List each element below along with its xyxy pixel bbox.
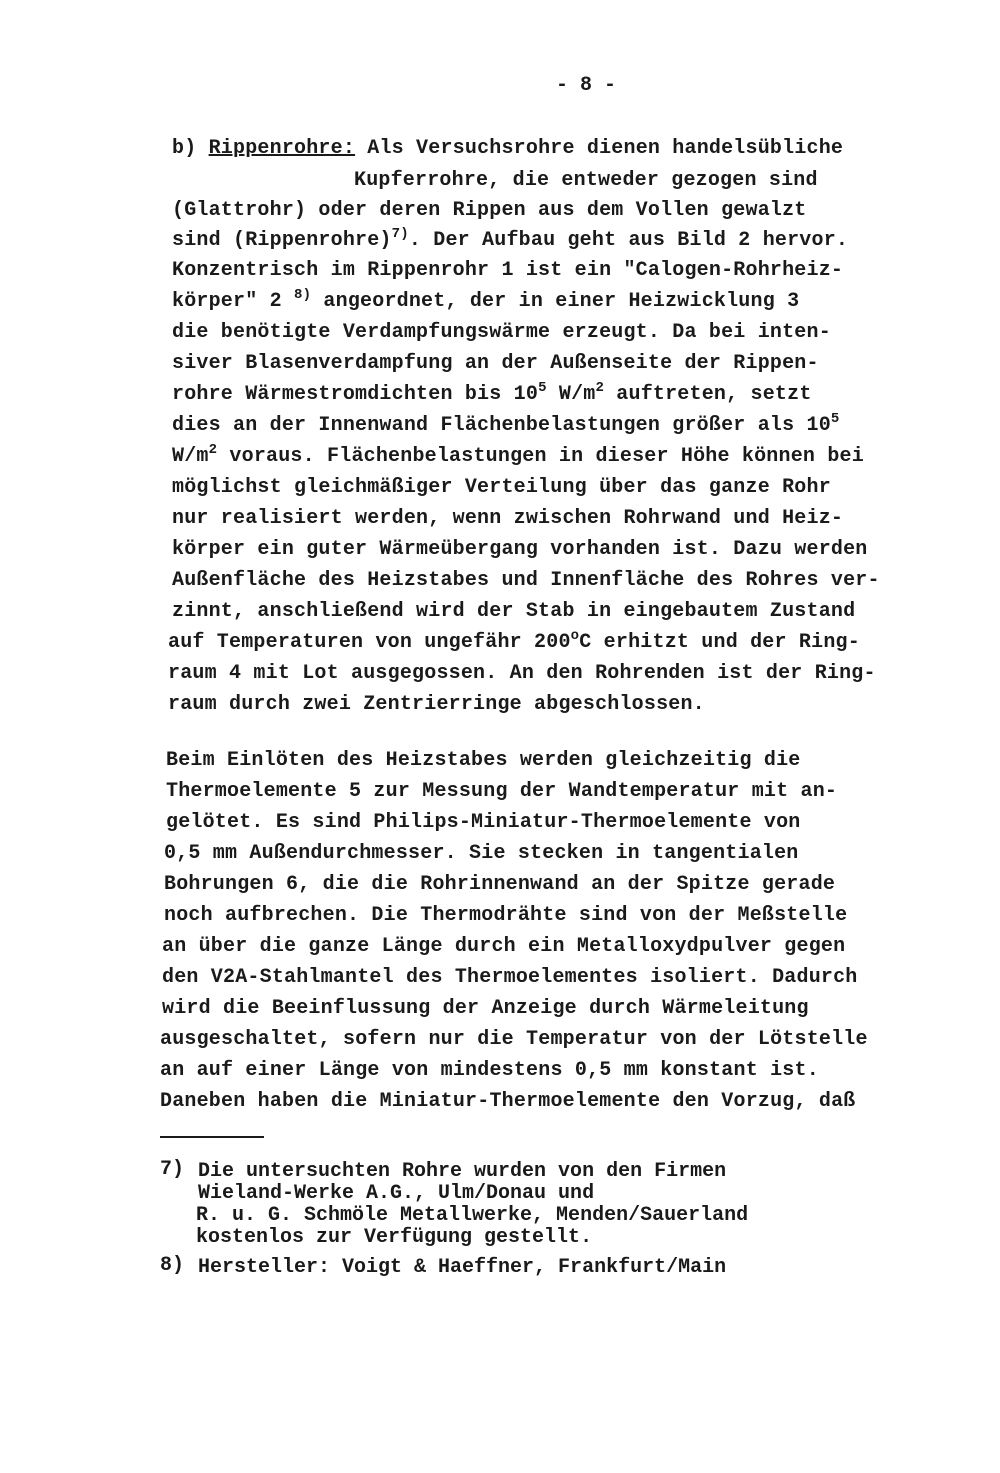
section-b-line-7: die benötigte Verdampfungswärme erzeugt. Da bei inten- — [172, 321, 831, 344]
paragraph-2-line: noch aufbrechen. Die Thermodrähte sind von der Meßstelle — [164, 904, 848, 927]
section-b-line-4 — [172, 226, 849, 252]
paragraph-2-line: Daneben haben die Miniatur-Thermoelemente den Vorzug, daß — [160, 1090, 856, 1113]
text-span: C erhitzt und der Ring- — [579, 631, 860, 654]
text-span: . Der Aufbau geht aus Bild 2 hervor. — [408, 229, 849, 252]
exponent: 5 — [830, 411, 840, 427]
paragraph-2-line: an über die ganze Länge durch ein Metalloxydpulver gegen — [162, 935, 846, 958]
section-b-line-17 — [168, 628, 860, 654]
section-b-line-15: Außenfläche des Heizstabes und Innenfläche des Rohres ver- — [172, 569, 880, 592]
section-b-line-5: Konzentrisch im Rippenrohr 1 ist ein "Calogen-Rohrheiz- — [172, 259, 844, 282]
section-b-line-2: Kupferrohre, die entweder gezogen sind — [354, 169, 818, 192]
text-span: auf Temperaturen von ungefähr 200 — [168, 631, 571, 654]
paragraph-2-line: ausgeschaltet, sofern nur die Temperatur von der Lötstelle — [160, 1028, 868, 1051]
footnote-8-marker: 8) — [160, 1254, 185, 1277]
footnote-ref: 7) — [391, 226, 409, 242]
section-b-line-6 — [172, 287, 800, 313]
degree-sign: o — [570, 628, 580, 644]
footnote-7-line: kostenlos zur Verfügung gestellt. — [196, 1226, 593, 1249]
section-b-line-9 — [172, 380, 812, 406]
paragraph-2-line: 0,5 mm Außendurchmesser. Sie stecken in tangentialen — [164, 842, 799, 865]
footnote-7-line: Die untersuchten Rohre wurden von den Firmen — [198, 1160, 727, 1183]
text-span: rohre Wärmestromdichten bis 10 — [172, 383, 539, 406]
section-b-line-14: körper ein guter Wärmeübergang vorhanden ist. Dazu werden — [172, 538, 868, 561]
section-b-line-1 — [172, 138, 843, 160]
paragraph-2-line: wird die Beeinflussung der Anzeige durch Wärmeleitung — [162, 997, 809, 1020]
exponent: 5 — [538, 380, 547, 396]
paragraph-2-line: Beim Einlöten des Heizstabes werden gleichzeitig die — [166, 749, 801, 772]
footnote-separator — [160, 1136, 264, 1138]
section-b-line-11 — [172, 442, 864, 468]
exponent: 2 — [208, 442, 218, 458]
paragraph-2-line: den V2A-Stahlmantel des Thermoelementes isoliert. Dadurch — [162, 966, 858, 989]
text-span: körper" 2 — [172, 290, 295, 313]
text-span: sind (Rippenrohre) — [172, 229, 392, 252]
text-span: W/m — [546, 383, 596, 406]
section-b-line-19: raum durch zwei Zentrierringe abgeschlossen. — [168, 693, 705, 716]
section-b-line-18: raum 4 mit Lot ausgegossen. An den Rohrenden ist der Ring- — [168, 662, 876, 685]
footnote-8-text: Hersteller: Voigt & Haeffner, Frankfurt/Main — [198, 1256, 727, 1279]
section-b-line-16: zinnt, anschließend wird der Stab in eingebautem Zustand — [172, 600, 856, 623]
paragraph-2-line: Bohrungen 6, die die Rohrinnenwand an der Spitze gerade — [164, 873, 836, 896]
section-b-line-13: nur realisiert werden, wenn zwischen Rohrwand und Heiz- — [172, 507, 844, 530]
section-b-line-3: (Glattrohr) oder deren Rippen aus dem Vollen gewalzt — [172, 199, 807, 222]
footnote-7-line: R. u. G. Schmöle Metallwerke, Menden/Sauerland — [196, 1204, 749, 1227]
footnote-7-marker: 7) — [160, 1158, 185, 1181]
exponent: 2 — [595, 380, 605, 396]
paragraph-2-line: Thermoelemente 5 zur Messung der Wandtemperatur mit an- — [166, 780, 838, 803]
text-span: dies an der Innenwand Flächenbelastungen größer als 10 — [172, 414, 831, 437]
section-b-heading: Rippenrohre: — [208, 137, 356, 160]
page-number: - 8 - — [556, 74, 617, 97]
text-span: voraus. Flächenbelastungen in dieser Höhe können bei — [217, 445, 864, 468]
paragraph-2-line: gelötet. Es sind Philips-Miniatur-Thermoelemente von — [166, 811, 801, 834]
text-span: angeordnet, der in einer Heizwicklung 3 — [311, 290, 800, 313]
footnote-7-line: Wieland-Werke A.G., Ulm/Donau und — [198, 1182, 595, 1205]
section-b-line-8: siver Blasenverdampfung an der Außenseite der Rippen- — [172, 352, 819, 375]
section-b-line-10 — [172, 411, 840, 437]
text-span: W/m — [172, 445, 209, 468]
section-b-line-12: möglichst gleichmäßiger Verteilung über das ganze Rohr — [172, 476, 831, 499]
text-span: auftreten, setzt — [604, 383, 812, 406]
section-b-text: Als Versuchsrohre dienen handelsübliche — [355, 137, 844, 160]
footnote-ref: 8) — [294, 287, 312, 303]
paragraph-2-line: an auf einer Länge von mindestens 0,5 mm konstant ist. — [160, 1059, 819, 1082]
section-b-label: b) — [172, 137, 209, 160]
